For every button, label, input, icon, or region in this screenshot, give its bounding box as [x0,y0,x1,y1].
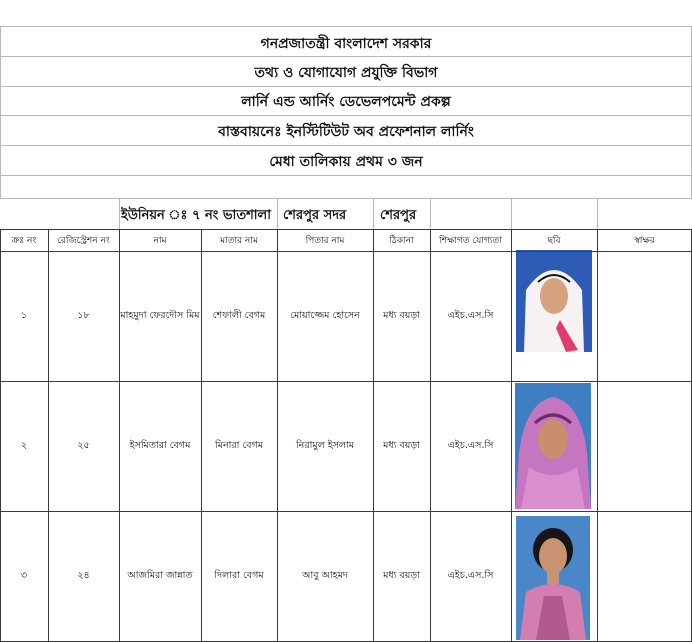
grid-line-horizontal [0,198,692,199]
grid-line-vertical [597,198,598,229]
grid-line-horizontal [0,86,692,87]
grid-line-horizontal [0,115,692,116]
grid-line-vertical [48,229,49,642]
grid-line-vertical [597,229,598,642]
grid-line-horizontal [0,56,692,57]
cell-address: মধ্য বয়ড়া [383,570,420,581]
photo-2-image [515,383,591,509]
grid-line-vertical [511,198,512,229]
grid-line-vertical [119,229,120,642]
cell-education: এইচ.এস.সি [447,439,494,451]
cell-reg: ২৫ [77,439,90,451]
grid-line-vertical [373,229,374,642]
ministry-title: তথ্য ও যোগাযোগ প্রযুক্তি বিভাগ [254,65,438,81]
cell-mother: মিনারা বেগম [214,439,264,451]
cell-father: আবু আহমদ [302,570,348,581]
photo-1 [516,250,592,352]
column-header: ক্রঃ নং [11,236,37,246]
photo-1-face [540,278,568,314]
cell-education: এইচ.এস.সি [447,570,494,581]
cell-mother: শেফালী বেগম [212,309,266,321]
grid-line-vertical [119,198,120,229]
column-header: পিতার নাম [305,236,345,246]
cell-education: এইচ.এস.সি [447,309,494,321]
photo-2-face [538,419,568,459]
grid-line-horizontal [0,251,692,252]
photo-3-face [539,538,567,574]
column-header: শিক্ষাগত যোগ্যতা [439,236,502,246]
grid-line-vertical [201,229,202,642]
grid-line-vertical [277,198,278,229]
grid-line-horizontal [0,175,692,176]
cell-reg: ২৪ [77,570,90,581]
grid-line-horizontal [0,511,692,512]
photo-3-neck [547,572,559,584]
column-header: ছবি [547,236,561,246]
grid-line-vertical [511,229,512,642]
grid-line-horizontal [0,381,692,382]
cell-address: মধ্য বয়ড়া [383,309,420,321]
grid-line-vertical [430,229,431,642]
upazila-name: শেরপুর সদর [283,208,347,223]
cell-name: আজমিরা জান্নাত [127,570,193,581]
cell-signature [597,381,692,511]
cell-father: মোয়াজ্জেম হোসেন [290,309,360,321]
grid-line-vertical [373,198,374,229]
column-header: মাতার নাম [220,236,258,246]
cell-name: মাহমুদা ফেরদৌস মিম [120,309,200,321]
photo-3 [516,516,590,640]
merit-list-title: মেধা তালিকায় প্রথম ৩ জন [269,154,423,170]
govt-title: গনপ্রজাতন্ত্রী বাংলাদেশ সরকার [260,36,432,52]
photo-2 [515,383,591,509]
cell-reg: ১৮ [77,309,90,321]
grid-line-vertical [0,26,1,198]
cell-serial: ১ [20,309,28,321]
grid-line-vertical [0,229,1,642]
column-header: নাম [153,236,167,246]
implementer-title: বাস্তবায়নেঃ ইনস্টিটিউট অব প্রফেশনাল লার্নিং [218,124,474,140]
project-title: লার্নি এন্ড আর্নিং ডেভেলপমেন্ট প্রকল্প [241,94,451,110]
union-name: ইউনিয়ন ঃ ৭ নং ভাতশালা [121,208,272,223]
photo-1-image [516,250,592,352]
grid-line-horizontal [0,145,692,146]
grid-line-horizontal [0,26,692,27]
column-header: ঠিকানা [389,236,414,246]
grid-line-vertical [430,198,431,229]
cell-mother: দিলারা বেগম [214,570,264,581]
cell-address: মধ্য বয়ড়া [383,439,420,451]
cell-name: ইসমিতারা বেগম [129,439,191,451]
photo-3-image [516,516,590,640]
column-header: স্বাক্ষর [634,236,655,246]
cell-serial: ২ [20,439,28,451]
grid-line-vertical [277,229,278,642]
cell-signature [597,511,692,642]
cell-signature [597,251,692,381]
district-name: শেরপুর [380,208,417,223]
cell-father: নিরামুল ইসলাম [295,439,355,451]
grid-line-horizontal [0,229,692,230]
cell-serial: ৩ [20,570,28,581]
column-header: রেজিস্ট্রেশন নং [57,236,110,246]
